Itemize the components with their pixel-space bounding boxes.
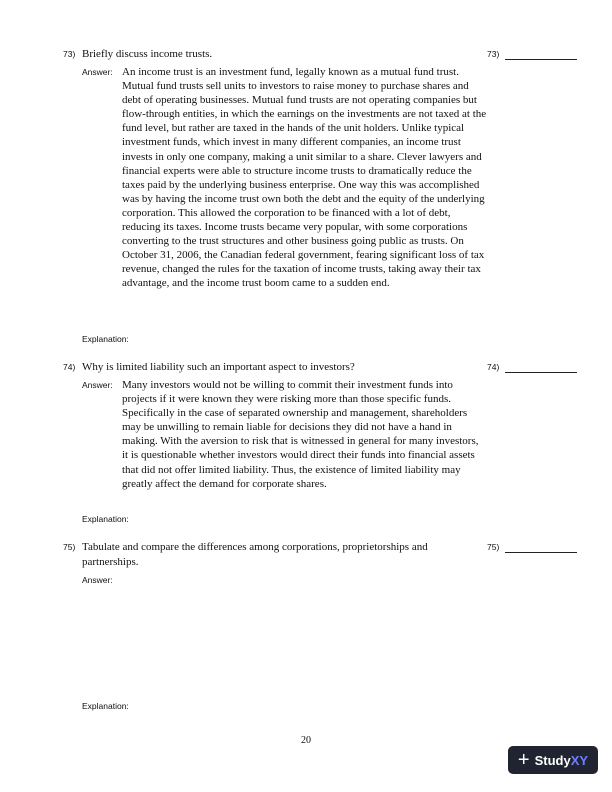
question-73-answer-number: 73) bbox=[487, 49, 500, 59]
question-73-answer-blank bbox=[505, 59, 577, 60]
question-74-answer-number: 74) bbox=[487, 362, 500, 372]
question-73 bbox=[63, 47, 593, 291]
question-74-number: 74) bbox=[63, 362, 76, 372]
question-75-number: 75) bbox=[63, 542, 76, 552]
question-73-number: 73) bbox=[63, 49, 76, 59]
page-number: 20 bbox=[301, 735, 311, 746]
watermark-brand-prefix: Study bbox=[534, 752, 571, 768]
question-74-answer-label: Answer: bbox=[82, 380, 113, 390]
studyxy-watermark-badge bbox=[508, 746, 598, 774]
question-74-explanation-label: Explanation: bbox=[82, 514, 129, 524]
question-75 bbox=[63, 540, 593, 570]
question-74-answer bbox=[63, 378, 593, 491]
question-74-answer-text: Many investors would not be willing to commit their investment funds into projects if it were known they were risking more than those specific funds. Specifically in the case of separated ownership and management, shareholders may be unwilling to remain liable for decisions they did not have a hand in making. With the aversion to risk that is witnessed in general for many investors, it is questionable whether investors would direct their funds into financial assets that did not offer limited liability. Thus, the existence of limited liability may greatly affect the demand for corporate shares. bbox=[122, 379, 479, 490]
question-75-answer-blank bbox=[505, 552, 577, 553]
question-75-explanation-label: Explanation: bbox=[82, 701, 129, 711]
question-73-text: Briefly discuss income trusts. bbox=[82, 48, 213, 60]
question-73-header bbox=[63, 47, 593, 63]
plus-icon: + bbox=[517, 749, 530, 771]
question-73-answer bbox=[63, 65, 593, 291]
question-73-explanation-label: Explanation: bbox=[82, 334, 129, 344]
question-75-text: Tabulate and compare the differences among corporations, proprietorships and partnerships. bbox=[82, 541, 428, 568]
question-74-answer-blank bbox=[505, 372, 577, 373]
question-75-answer-label: Answer: bbox=[82, 575, 113, 585]
question-75-answer-number: 75) bbox=[487, 542, 500, 552]
watermark-brand-suffix: XY bbox=[570, 752, 589, 768]
question-75-header bbox=[63, 540, 593, 570]
question-74 bbox=[63, 360, 593, 491]
question-74-header bbox=[63, 360, 593, 376]
question-74-text: Why is limited liability such an important aspect to investors? bbox=[82, 361, 355, 373]
question-73-answer-text: An income trust is an investment fund, legally known as a mutual fund trust. Mutual fund trusts sell units to investors to raise money to purchase shares and debt of operating businesses. Mutual fund trusts are not operating companies but flow-through entities, in which the earnings on the investments are not taxed at the fund level, but rather are taxed in the hands of the unit holders. Unlike typical investment funds, which invest in many different companies, an income trust invests in only one company, making a unit similar to a share. Clever lawyers and financial experts were able to structure income trusts to dramatically reduce the taxes paid by the underlying business enterprise. One way this was accomplished was by having the income trust own both the debt and the equity of the underlying corporation. This allowed the corporation to be financed with a lot of debt, reducing its taxes. Income trusts became very popular, with some corporations converting to the trust structures and other business going public as trusts. On October 31, 2006, the Canadian federal government, fearing significant loss of tax revenue, changed the rules for the taxation of income trusts, taking away their tax advantage, and the income trust boom came to a sudden end. bbox=[122, 66, 487, 290]
question-73-answer-label: Answer: bbox=[82, 67, 113, 77]
